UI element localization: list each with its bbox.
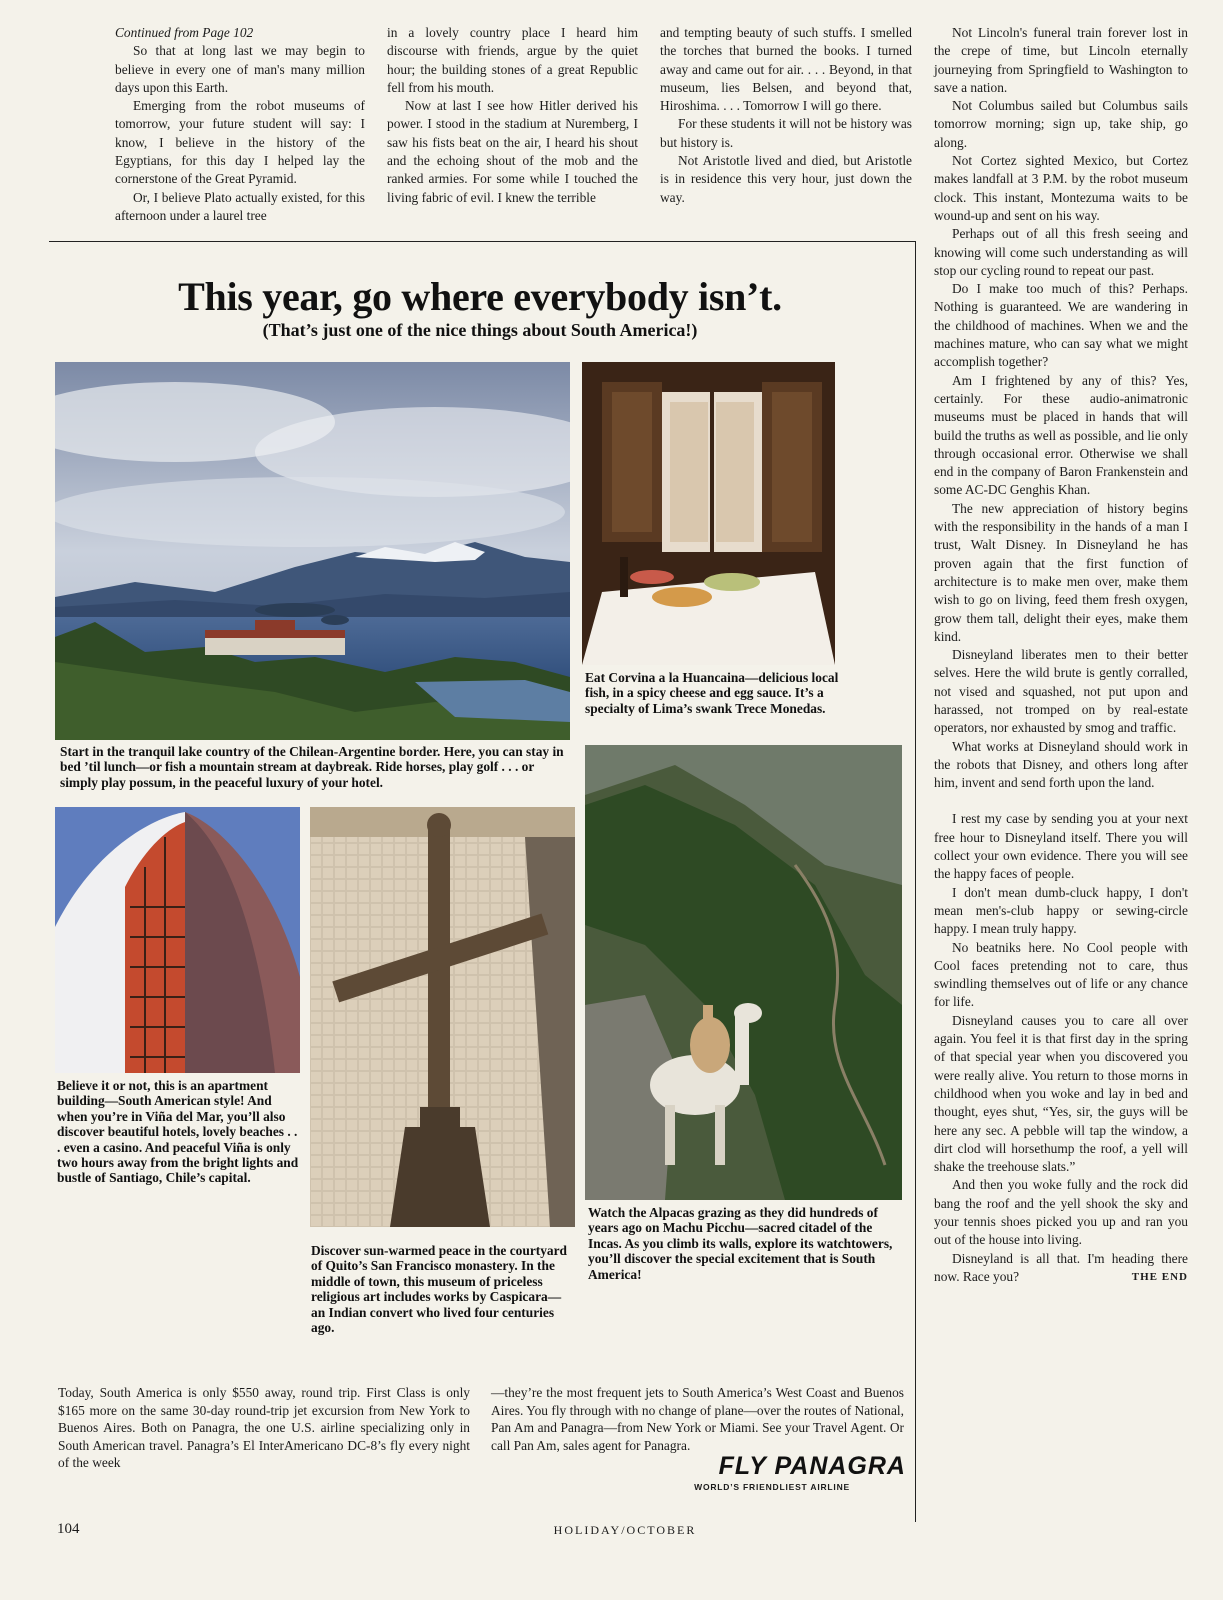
paragraph: I rest my case by sending you at your next free hour to Disneyland itself. There you will collect your own evidence. There you will see the happy faces of people. [934, 811, 1188, 882]
paragraph: and tempting beauty of such stuffs. I smelled the torches that burned the books. I turned away and came out for air. . . . Beyond, in that museum, lies Belsen, and beyond that, Hiroshima. . . . Tomorrow I will go there. [660, 25, 912, 114]
paragraph: For these students it will not be history was but history is. [660, 116, 912, 150]
paragraph: I don't mean dumb-cluck happy, I don't mean men's-club happy or sewing-circle happy. I mean truly happy. [934, 884, 1188, 937]
article-column-1 [115, 24, 365, 225]
ad-body-copy-right: —they’re the most frequent jets to South America’s West Coast and Buenos Aires. You fly through with no change of plane—over the routes of National, Pan Am and Panagra—from New York or Miami. See your Travel Agent. Or call Pan Am, sales agent for Panagra. [491, 1385, 904, 1453]
running-head: HOLIDAY/OCTOBER [553, 1523, 697, 1537]
paragraph: Not Aristotle lived and died, but Aristotle is in residence this very hour, just down the way. [660, 153, 912, 205]
caption-alpacas: Watch the Alpacas grazing as they did hundreds of years ago on Machu Picchu—sacred citadel of the Incas. As you climb its walls, explore its watchtowers, you’ll discover the special excitement that is South America! [588, 1205, 893, 1282]
paragraph: No beatniks here. No Cool people with Cool faces pretending not to care, thus swindling themselves out of life or any chance for life. [934, 939, 1188, 1010]
article-column-4 [934, 24, 1188, 1286]
restaurant-photo [582, 362, 835, 665]
paragraph: What works at Disneyland should work in the robots that Disney, and others long after him, invent and send forth upon the land. [934, 738, 1188, 791]
article-column-2 [387, 24, 638, 207]
paragraph: And then you woke fully and the rock did bang the roof and the yell shook the sky and your tennis shoes picked you up and ran you out of the house into living. [934, 1177, 1188, 1248]
page-number: 104 [57, 1521, 80, 1537]
article-column-3 [660, 24, 912, 207]
monastery-cross-photo [310, 807, 575, 1227]
caption-monastery: Discover sun-warmed peace in the courtyard of Quito’s San Francisco monastery. In the middle of town, this museum of priceless religious art includes works by Caspicara—an Indian convert who lived four centuries ago. [311, 1243, 567, 1336]
apartment-building-photo [55, 807, 300, 1073]
caption-apartment-building: Believe it or not, this is an apartment building—South American style! And when you’re in Viña del Mar, you’ll also discover beautiful hotels, lovely beaches . . . even a casino. And peaceful Viña is only two hours away from the bright lights and bustle of Santiago, Chile’s capital. [57, 1078, 299, 1186]
panagra-tagline: WORLD’S FRIENDLIEST AIRLINE [694, 1482, 850, 1492]
closing-line: Disneyland is all that. I'm heading there now. Race you? [934, 1250, 1188, 1284]
ad-subhead: (That’s just one of the nice things about South America!) [262, 320, 698, 340]
paragraph: Disneyland causes you to care all over again. You feel it is that first day in the spring of that special year when you discovered you were really alive. You return to those morns in childhood when you woke and lay in bed and thought, eyes shut, “Yes, sir, the guys will be here any sec. A pebble will tap the window, a dirt clod will horsethump the roof, a yell will shake the treehouse slats.” [934, 1012, 1188, 1175]
paragraph: in a lovely country place I heard him discourse with friends, argue by the quiet hour; the building stones of a great Republic fell from his mouth. [387, 25, 638, 95]
the-end: THE END [1131, 1270, 1188, 1283]
paragraph: Am I frightened by any of this? Yes, certainly. For these audio-animatronic museums must be placed in hands that will build the truths as well as possible, and lie only through occasional error. Otherwise we shall end in the company of Baron Frankenstein and some AC-DC Genghis Khan. [934, 372, 1188, 498]
paragraph: Or, I believe Plato actually existed, for this afternoon under a laurel tree [115, 189, 365, 223]
paragraph: Not Columbus sailed but Columbus sails tomorrow morning; sign up, take ship, go along. [934, 98, 1188, 150]
paragraph: Do I make too much of this? Perhaps. Nothing is guaranteed. We are wandering in the childhood of machines. When we and the machines mature, who can say what we might accomplish together? [934, 281, 1188, 370]
paragraph: Emerging from the robot museums of tomorrow, your future student will say: I know, I believe in the history of the Egyptians, for this day I helped lay the cornerstone of the Great Pyramid. [115, 98, 365, 187]
paragraph: Now at last I see how Hitler derived his power. I stood in the stadium at Nuremberg, I saw his fists beat on the air, I heard his shout and the echoing shout of the mob and the ranked armies. For some while I touched the living fabric of evil. I knew the terrible [387, 98, 638, 205]
ad-headline: This year, go where everybody isn’t. [178, 274, 782, 319]
machu-picchu-alpaca-photo [585, 745, 902, 1200]
paragraph: Perhaps out of all this fresh seeing and knowing will come such understanding as will stop our cycling round to repeat our past. [934, 226, 1188, 278]
paragraph [934, 1250, 1188, 1287]
caption-restaurant: Eat Corvina a la Huancaina—delicious local fish, in a spicy cheese and egg sauce. It’s a specialty of Lima’s swank Trece Monedas. [585, 670, 839, 716]
paragraph: The new appreciation of history begins with the responsibility in the hands of a man I trust, Walt Disney. In Disneyland he has proven again that the first function of architecture is to make men over, make them wish to go on living, feed them fresh oxygen, grow them tall, delight their eyes, make them kind. [934, 500, 1188, 644]
paragraph: So that at long last we may begin to believe in every one of man's many million days upon this Earth. [115, 43, 365, 95]
paragraph: Not Cortez sighted Mexico, but Cortez makes landfall at 3 P.M. by the robot museum clock. This instant, Montezuma waits to be wound-up and sent on his way. [934, 153, 1188, 223]
ad-body-copy-left: Today, South America is only $550 away, round trip. First Class is only $165 more on the same 30-day round-trip jet excursion from New York to Buenos Aires. Both on Panagra, the one U.S. airline specializing only in South American travel. Panagra’s El InterAmericano DC-8’s fly every night of the week [58, 1385, 470, 1471]
caption-lake-country: Start in the tranquil lake country of the Chilean-Argentine border. Here, you can stay in bed ’til lunch—or fish a mountain stream at daybreak. Ride horses, play golf . . . or simply play possum, in the peaceful luxury of your hotel. [60, 744, 564, 790]
paragraph: Not Lincoln's funeral train forever lost in the crepe of time, but Lincoln eternally journeying from Springfield to Washington to save a nation. [934, 25, 1188, 95]
panagra-logo: FLY PANAGRA [718, 1452, 906, 1480]
paragraph: Disneyland liberates men to their better selves. Here the wild brute is gently corralled, not vised and squashed, not put upon and harassed, not tromped on by real-estate operators, nor exhausted by smog and traffic. [934, 647, 1188, 736]
lake-country-photo [55, 362, 570, 740]
continued-line: Continued from Page 102 [115, 25, 254, 40]
